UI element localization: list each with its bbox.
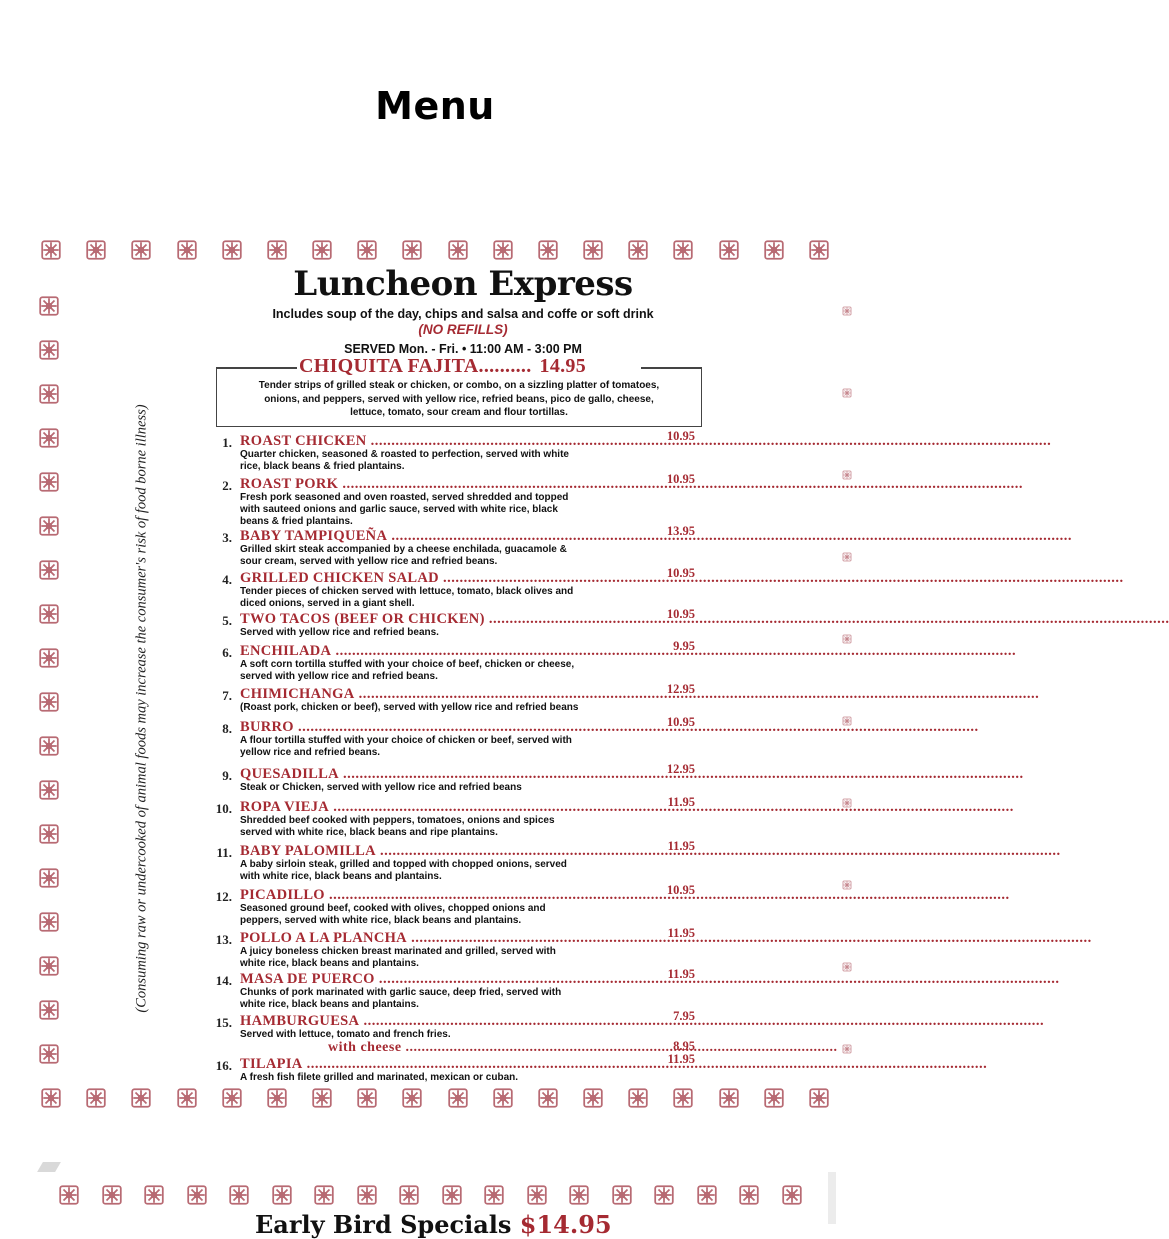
floral-tile-icon [38, 559, 60, 581]
floral-tile-icon [718, 239, 740, 261]
floral-tile-icon [842, 546, 852, 568]
menu-item-number: 8. [222, 721, 232, 736]
menu-item [205, 566, 695, 610]
menu-item-price: 12.95 [666, 682, 695, 696]
menu-item-price: 10.95 [666, 566, 695, 580]
floral-tile-icon [101, 1184, 123, 1206]
menu-item-price: 10.95 [666, 607, 695, 621]
menu-item-number: 4. [222, 572, 232, 587]
floral-tile-icon [718, 1087, 740, 1109]
menu-item-description: Chunks of pork marinated with garlic sauce, deep fried, served with white rice, black beans and plantains. [240, 987, 562, 1010]
menu-item-name: MASA DE PUERCO ..... [240, 971, 647, 988]
menu-item-name: PICADILLO ..... [240, 887, 647, 904]
floral-tile-icon [85, 239, 107, 261]
menu-item [205, 682, 695, 714]
floral-tile-icon [582, 1087, 604, 1109]
menu-item-header [205, 839, 695, 860]
floral-tile-icon [38, 515, 60, 537]
menu-item-number: 12. [215, 889, 232, 904]
paper-edge [828, 1172, 836, 1224]
menu-item-header [205, 429, 695, 450]
featured-item-name: CHIQUITA FAJITA.......... [299, 355, 532, 377]
floral-tile-icon [738, 1184, 760, 1206]
menu-item-header [205, 524, 695, 545]
page-title: Menu [375, 84, 495, 128]
next-page-border [58, 1184, 803, 1206]
menu-item-name: QUESADILLA ..... [240, 766, 647, 783]
menu-item-number: 1. [222, 435, 232, 450]
menu-item-number: 14. [215, 973, 232, 988]
extra-label: with cheese ..... [328, 1040, 647, 1056]
menu-item-price: 10.95 [666, 883, 695, 897]
menu-item-description: Fresh pork seasoned and oven roasted, served shredded and topped with sauteed onions and garlic sauce, served with white rice, black beans & fried plantains. [240, 492, 569, 527]
menu-item-header [205, 682, 695, 703]
floral-tile-icon [401, 1087, 423, 1109]
menu-item [205, 967, 695, 1011]
floral-tile-icon [228, 1184, 250, 1206]
menu-item-name: HAMBURGUESA ..... [240, 1013, 647, 1030]
paper-edge [37, 1162, 61, 1172]
menu-item-description: A fresh fish filete grilled and marinated, mexican or cuban. [240, 1072, 519, 1083]
menu-item-price: 11.95 [667, 926, 695, 940]
menu-item-price: 12.95 [666, 762, 695, 776]
menu-item-number: 16. [215, 1058, 232, 1073]
menu-item-number: 6. [222, 645, 232, 660]
menu-item-name: GRILLED CHICKEN SALAD ..... [240, 570, 647, 587]
floral-tile-icon [763, 1087, 785, 1109]
floral-tile-icon [356, 1184, 378, 1206]
box-top-line-left [217, 367, 297, 369]
menu-title: Luncheon Express [293, 264, 633, 304]
floral-tile-icon [40, 239, 62, 261]
floral-tile-icon [356, 239, 378, 261]
menu-item [205, 926, 695, 970]
menu-item [205, 639, 695, 683]
menu-item-number: 13. [215, 932, 232, 947]
menu-item-name: TILAPIA ..... [240, 1056, 647, 1073]
menu-item-description: Shredded beef cooked with peppers, tomatoes, onions and spices served with white rice, black beans and ripe plantains. [240, 815, 555, 838]
floral-tile-icon [483, 1184, 505, 1206]
menu-item-price: 10.95 [666, 429, 695, 443]
menu-item-extra [240, 1040, 695, 1056]
menu-item-name: BABY PALOMILLA ..... [240, 843, 647, 860]
floral-tile-icon [398, 1184, 420, 1206]
menu-item-name: POLLO A LA PLANCHA ..... [240, 930, 647, 947]
floral-tile-icon [447, 239, 469, 261]
next-page-heading [255, 1210, 612, 1239]
floral-tile-icon [38, 823, 60, 845]
floral-tile-icon [143, 1184, 165, 1206]
extra-price: 8.95 [673, 1039, 695, 1053]
menu-item-description: Served with lettuce, tomato and french fries. [240, 1029, 451, 1040]
menu-item [205, 715, 695, 759]
floral-tile-icon [672, 1087, 694, 1109]
menu-item [205, 524, 695, 568]
no-refills-note: (NO REFILLS) [418, 322, 508, 337]
menu-subtitle: Includes soup of the day, chips and salsa and coffe or soft drink [272, 307, 654, 321]
menu-item-name: ENCHILADA ..... [240, 643, 647, 660]
floral-tile-icon [537, 1087, 559, 1109]
floral-tile-icon [38, 867, 60, 889]
menu-item [205, 762, 695, 794]
floral-tile-icon [492, 1087, 514, 1109]
box-top-line-right [641, 367, 701, 369]
menu-item-number: 11. [216, 845, 232, 860]
floral-tile-icon [38, 295, 60, 317]
floral-tile-icon [40, 1087, 62, 1109]
menu-item-description: A juicy boneless chicken breast marinated and grilled, served with white rice, black beans and plantains. [240, 946, 556, 969]
floral-tile-icon [653, 1184, 675, 1206]
floral-tile-icon [38, 691, 60, 713]
menu-item-header [205, 762, 695, 783]
menu-item [205, 883, 695, 927]
menu-item [205, 839, 695, 883]
menu-item-description: A flour tortilla stuffed with your choice of chicken or beef, served with yellow rice and refried beans. [240, 735, 572, 758]
menu-item-number: 9. [222, 768, 232, 783]
menu-item-price: 11.95 [667, 967, 695, 981]
floral-tile-icon [441, 1184, 463, 1206]
floral-tile-icon [568, 1184, 590, 1206]
menu-item-description: (Roast pork, chicken or beef), served with yellow rice and refried beans [240, 702, 579, 713]
floral-tile-icon [763, 239, 785, 261]
floral-tile-icon [38, 955, 60, 977]
floral-tile-icon [842, 382, 852, 404]
menu-item-name: BURRO ..... [240, 719, 647, 736]
menu-item-price: 13.95 [666, 524, 695, 538]
menu-item [205, 795, 695, 839]
menu-item-number: 15. [215, 1015, 232, 1030]
health-warning: (Consuming raw or undercooked of animal foods may increase the consumer's risk of food borne illness) [133, 404, 150, 1013]
floral-tile-icon [808, 1087, 830, 1109]
menu-item-header [205, 883, 695, 904]
floral-tile-icon [130, 239, 152, 261]
floral-tile-icon [176, 239, 198, 261]
floral-tile-icon [627, 1087, 649, 1109]
floral-tile-icon [266, 239, 288, 261]
floral-tile-icon [38, 647, 60, 669]
menu-item [205, 1052, 695, 1084]
floral-tile-icon [38, 603, 60, 625]
menu-item-number: 3. [222, 530, 232, 545]
menu-item-name: BABY TAMPIQUEÑA ..... [240, 528, 647, 545]
featured-item-price: 14.95 [539, 355, 587, 377]
menu-item-name: TWO TACOS (BEEF OR CHICKEN) ..... [240, 611, 647, 628]
menu-item-header [205, 639, 695, 660]
menu-item-number: 10. [215, 801, 232, 816]
menu-item-header [205, 472, 695, 493]
floral-tile-icon [311, 1087, 333, 1109]
floral-tile-icon [266, 1087, 288, 1109]
floral-tile-icon [401, 239, 423, 261]
menu-item-name: CHIMICHANGA ..... [240, 686, 647, 703]
menu-item-description: Seasoned ground beef, cooked with olives, chopped onions and peppers, served with white rice, black beans and plantains. [240, 903, 546, 926]
menu-item-price: 11.95 [667, 795, 695, 809]
menu-item-description: A baby sirloin steak, grilled and topped with chopped onions, served with white rice, black beans and plantains. [240, 859, 567, 882]
floral-tile-icon [696, 1184, 718, 1206]
floral-tile-icon [808, 239, 830, 261]
menu-item-header [205, 607, 695, 628]
floral-tile-icon [356, 1087, 378, 1109]
menu-item-name: ROPA VIEJA ..... [240, 799, 647, 816]
menu-item-header [205, 926, 695, 947]
floral-tile-icon [537, 239, 559, 261]
menu-item-name: ROAST CHICKEN ..... [240, 433, 647, 450]
floral-tile-icon [313, 1184, 335, 1206]
floral-tile-icon [38, 339, 60, 361]
floral-tile-icon [85, 1087, 107, 1109]
menu-item [205, 1009, 695, 1041]
floral-tile-icon [38, 427, 60, 449]
menu-item-price: 11.95 [667, 1052, 695, 1066]
floral-tile-icon [271, 1184, 293, 1206]
menu-item-number: 2. [222, 478, 232, 493]
menu-item-header [205, 1052, 695, 1073]
menu-item-price: 10.95 [666, 472, 695, 486]
next-page-title: Early Bird Specials [255, 1210, 512, 1239]
floral-tile-icon [781, 1184, 803, 1206]
featured-item-header [299, 355, 586, 378]
menu-item-description: Grilled skirt steak accompanied by a cheese enchilada, guacamole & sour cream, served with yellow rice and refried beans. [240, 544, 567, 567]
floral-tile-icon [186, 1184, 208, 1206]
floral-tile-icon [130, 1087, 152, 1109]
menu-item-header [205, 967, 695, 988]
menu-item-header [205, 715, 695, 736]
floral-tile-icon [526, 1184, 548, 1206]
floral-tile-icon [221, 239, 243, 261]
floral-tile-icon [38, 1043, 60, 1065]
floral-tile-icon [582, 239, 604, 261]
left-border [38, 295, 60, 1065]
menu-item-description: Served with yellow rice and refried beans. [240, 627, 439, 638]
featured-item-box [216, 355, 702, 427]
floral-tile-icon [38, 383, 60, 405]
floral-tile-icon [611, 1184, 633, 1206]
right-border [842, 300, 852, 1060]
floral-tile-icon [38, 735, 60, 757]
menu-item-name: ROAST PORK ..... [240, 476, 647, 493]
floral-tile-icon [38, 911, 60, 933]
menu-item-description: Tender pieces of chicken served with lettuce, tomato, black olives and diced onions, served in a giant shell. [240, 586, 574, 609]
floral-tile-icon [842, 300, 852, 322]
menu-item-header [205, 566, 695, 587]
floral-tile-icon [58, 1184, 80, 1206]
floral-tile-icon [38, 999, 60, 1021]
menu-item-number: 7. [222, 688, 232, 703]
menu-item-header [205, 795, 695, 816]
menu-item-description: Steak or Chicken, served with yellow rice and refried beans [240, 782, 522, 793]
bottom-border [40, 1087, 830, 1109]
menu-item-price: 9.95 [673, 639, 695, 653]
next-page-price: $14.95 [519, 1210, 612, 1239]
floral-tile-icon [38, 471, 60, 493]
served-hours: SERVED Mon. - Fri. • 11:00 AM - 3:00 PM [344, 342, 582, 356]
menu-item-description: A soft corn tortilla stuffed with your choice of beef, chicken or cheese, served with yellow rice and refried beans. [240, 659, 575, 682]
floral-tile-icon [447, 1087, 469, 1109]
menu-item-price: 7.95 [673, 1009, 695, 1023]
menu-item-price: 10.95 [666, 715, 695, 729]
floral-tile-icon [492, 239, 514, 261]
floral-tile-icon [627, 239, 649, 261]
menu-item-number: 5. [222, 613, 232, 628]
menu-item [205, 472, 695, 528]
menu-item [205, 429, 695, 473]
floral-tile-icon [672, 239, 694, 261]
menu-item-price: 11.95 [667, 839, 695, 853]
floral-tile-icon [221, 1087, 243, 1109]
floral-tile-icon [38, 779, 60, 801]
menu-item [205, 607, 695, 639]
menu-item-description: Quarter chicken, seasoned & roasted to perfection, served with white rice, black beans & fried plantains. [240, 449, 569, 472]
floral-tile-icon [176, 1087, 198, 1109]
top-border [40, 239, 830, 261]
menu-item-header [205, 1009, 695, 1030]
featured-item-description: Tender strips of grilled steak or chicken, or combo, on a sizzling platter of tomatoes, onions, and peppers, served with yellow rice, refried beans, pico de gallo, cheese, lettuce, tomato, sour cream and flour tortillas. [258, 380, 660, 418]
floral-tile-icon [311, 239, 333, 261]
